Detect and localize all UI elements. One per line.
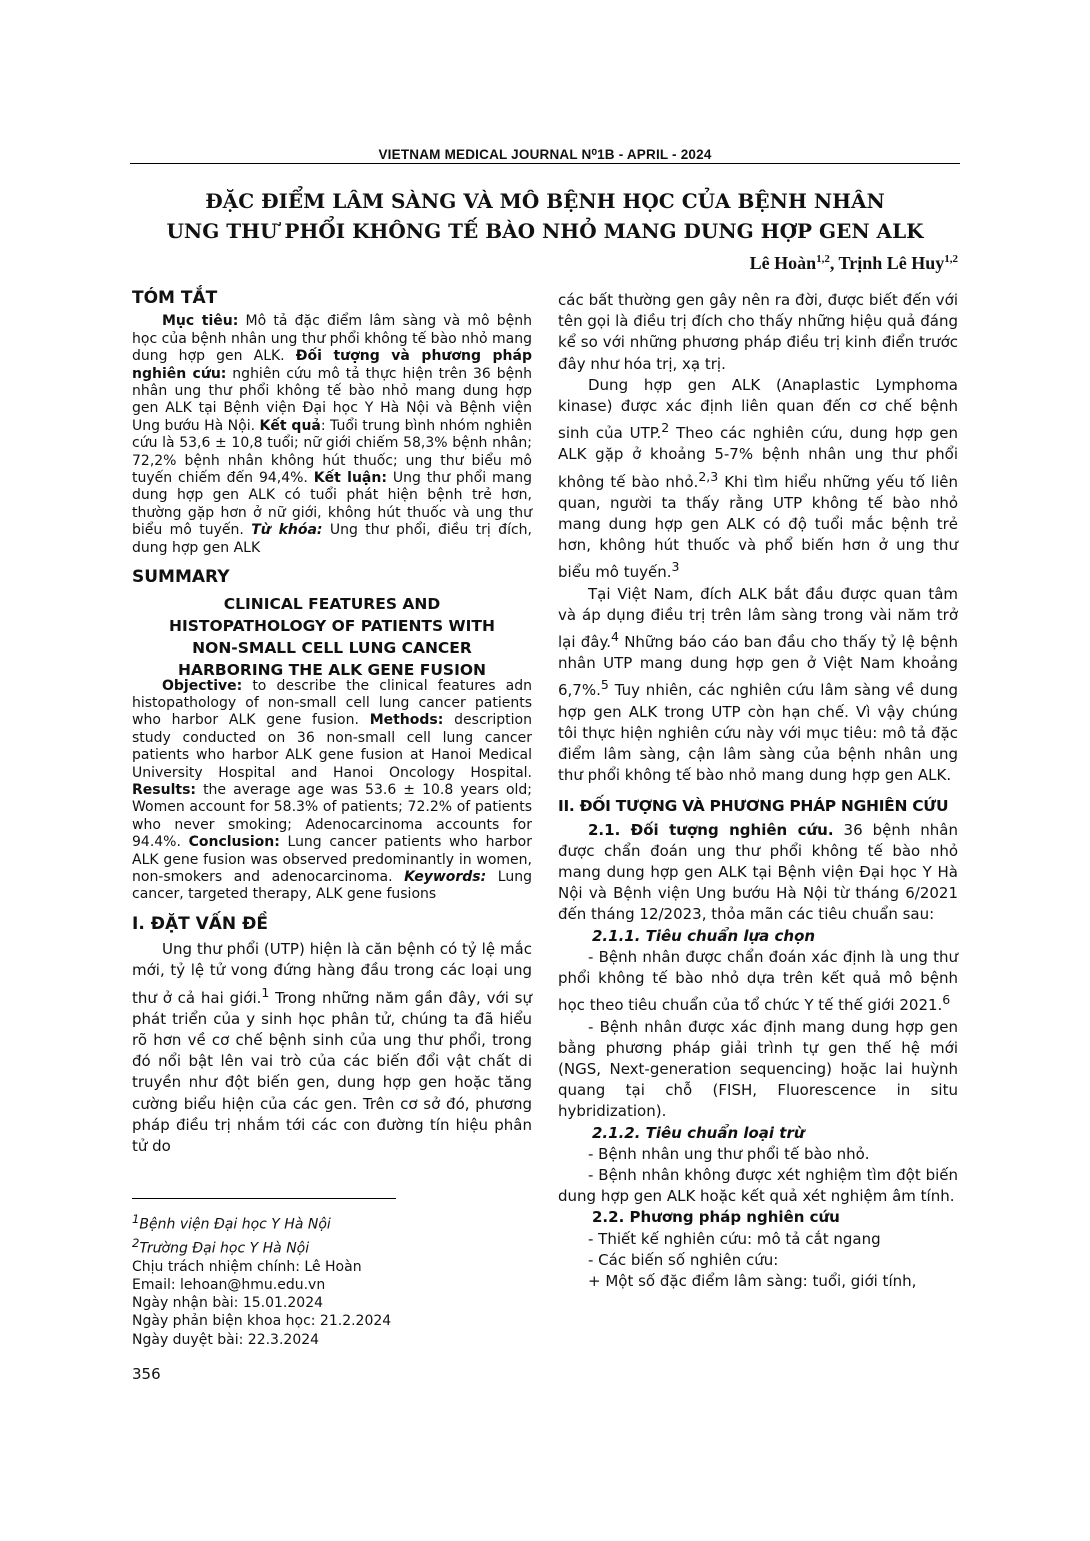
title-line-1: ĐẶC ĐIỂM LÂM SÀNG VÀ MÔ BỆNH HỌC CỦA BỆNH NHÂN [205, 189, 885, 213]
author-1-affil: 1,2 [816, 253, 830, 265]
keywords-en-label: Keywords: [404, 868, 487, 885]
section-2-1-2-heading: 2.1.2. Tiêu chuẩn loại trừ [592, 1123, 805, 1142]
section-1-paragraph-2 [558, 375, 958, 584]
author-2-affil: 1,2 [944, 253, 958, 265]
affiliation-1-mark: 1 [132, 1212, 140, 1226]
keywords-vi: Ung thư phổi, điều trị đích, dung hợp gen ALK [132, 522, 532, 556]
journal-header: VIETNAM MEDICAL JOURNAL N⁰1B - APRIL - 2024 [378, 147, 712, 162]
s1-p2-part-b: Theo các nghiên cứu, dung hợp gen ALK gặp ở khoảng 5-7% bệnh nhân ung thư phổi không tế bào nhỏ. [558, 424, 958, 491]
method-item-2: - Các biến số nghiên cứu: [588, 1250, 779, 1269]
section-1-paragraph-1-cont: các bất thường gen gây nên ra đời, được biết đến với tên gọi là điều trị đích cho thấy những hiệu quả đáng kể so với những phương pháp điều trị kinh điển trước đây như hóa trị, xạ trị. [558, 291, 958, 373]
affiliation-2-text: Trường Đại học Y Hà Nội [139, 1240, 310, 1257]
summary-title-line-2: HISTOPATHOLOGY OF PATIENTS WITH [169, 616, 495, 635]
inclusion-criterion-2: - Bệnh nhân được xác định mang dung hợp gen bằng phương pháp giải trình tự gen thế hệ mới (NGS, Next-generation sequencing) hoặc lai huỳnh quang tại chỗ (FISH, Fluorescence in situ hybridization). [558, 1017, 958, 1121]
title-line-2: UNG THƯ PHỔI KHÔNG TẾ BÀO NHỎ MANG DUNG HỢP GEN ALK [166, 219, 924, 243]
citation: 2 [661, 420, 670, 436]
methods-vi: nghiên cứu mô tả thực hiện trên 36 bệnh nhân ung thư phổi không tế bào nhỏ mang dung hợp gen ALK tại Bệnh viện Đại học Y Hà Nội và Bệnh viện Ung bướu Hà Nội. [132, 365, 532, 434]
s1-p3-part-b: Những báo cáo ban đầu cho thấy tỷ lệ bệnh nhân UTP mang dung hợp gen ở Việt Nam khoảng 6,7%. [558, 633, 958, 700]
methods-en-label: Methods: [369, 712, 444, 729]
method-item-3: + Một số đặc điểm lâm sàng: tuổi, giới tính, [588, 1271, 917, 1290]
summary-heading: SUMMARY [132, 567, 230, 588]
citation: 4 [611, 629, 619, 645]
section-2-1-paragraph [558, 820, 958, 926]
results-vi-label: Kết quả [259, 417, 321, 434]
results-en-label: Results: [132, 781, 196, 798]
exclusion-criterion-1: - Bệnh nhân ung thư phổi tế bào nhỏ. [588, 1144, 870, 1163]
affiliation-2-mark: 2 [132, 1235, 140, 1250]
section-2-1-1-heading: 2.1.1. Tiêu chuẩn lựa chọn [592, 926, 816, 945]
objective-vi-label: Mục tiêu: [162, 313, 239, 330]
abstract-vi-text [132, 313, 532, 557]
conclusion-vi: Ung thư phổi mang dung hợp gen ALK có tuổi phát hiện bệnh trẻ hơn, thường gặp hơn ở nữ giới, không hút thuốc và ung thư biểu mô tuyến. [132, 470, 532, 539]
conclusion-en-label: Conclusion: [188, 834, 280, 851]
contact-email: Email: lehoan@hmu.edu.vn [132, 1276, 326, 1293]
exclusion-criterion-2: - Bệnh nhân không được xét nghiệm tìm đột biến dung hợp gen ALK hoặc kết quả xét nghiệm âm tính. [558, 1165, 958, 1206]
objective-en-label: Objective: [162, 677, 243, 694]
footnote-rule [132, 1198, 396, 1199]
left-column [132, 290, 532, 1157]
received-date: Ngày nhận bài: 15.01.2024 [132, 1295, 324, 1312]
s1-p3-part-c: Tuy nhiên, các nghiên cứu lâm sàng về dung hợp gen ALK trong UTP còn hạn chế. Vì vậy chúng tôi thực hiện nghiên cứu này với mục tiêu: mô tả đặc điểm lâm sàng, cận lâm sàng của bệnh nhân ung thư phổi không tế bào nhỏ mang dung hợp gen ALK. [558, 681, 958, 785]
inclusion-criterion-1 [558, 947, 958, 1017]
methods-vi-label: Đối tượng và phương pháp nghiên cứu: [132, 348, 532, 382]
s1-p2-part-c: Khi tìm hiểu những yếu tố liên quan, người ta thấy rằng UTP không tế bào nhỏ mang dung hợp gen ALK có độ tuổi mắc bệnh trẻ hơn, không hút thuốc và phổ biến hơn ở ung thư biểu mô tuyến. [558, 472, 958, 582]
methods-en: description study conducted on 36 non-small cell lung cancer patients who harbor ALK gene fusion at Hanoi Medical University Hospital and Hanoi Oncology Hospital. [132, 712, 532, 781]
section-1-heading: I. ĐẶT VẤN ĐỀ [132, 913, 268, 934]
s1-p2-part-a: Dung hợp gen ALK (Anaplastic Lymphoma kinase) được xác định liên quan đến cơ chế bệnh sinh của UTP. [558, 375, 958, 443]
citation: 6 [942, 992, 951, 1008]
section-2-1-text: 36 bệnh nhân được chẩn đoán ung thư phổi không tế bào nhỏ mang dung hợp gen ALK tại Bệnh viện Đại học Y Hà Nội và Bệnh viện Ung bướu Hà Nội từ tháng 6/2021 đến tháng 12/2023, thỏa mãn các tiêu chuẩn sau: [558, 820, 959, 924]
citation: 1 [261, 984, 270, 1000]
abstract-en-text [132, 678, 532, 904]
accepted-date: Ngày duyệt bài: 22.3.2024 [132, 1331, 320, 1348]
reviewed-date: Ngày phản biện khoa học: 21.2.2024 [132, 1313, 392, 1330]
citation: 2,3 [698, 468, 719, 484]
citation: 3 [671, 559, 680, 575]
section-2-heading: II. ĐỐI TƯỢNG VÀ PHƯƠNG PHÁP NGHIÊN CỨU [558, 797, 949, 816]
author-separator: , [829, 253, 839, 273]
results-vi: : Tuổi trung bình nhóm nghiên cứu là 53,6 ± 10,8 tuổi; nữ giới chiếm 58,3% bệnh nhân; 72,2% bệnh nhân không hút thuốc; ung thư biểu mô tuyến chiếm đến 94,4%. [132, 417, 532, 487]
results-en: the average age was 53.6 ± 10.8 years old; Women account for 58.3% of patients; 72.2% of patients who never smoking; Adenocarcinoma accounts for 94.4%. [132, 781, 532, 851]
summary-title-line-4: HARBORING THE ALK GENE FUSION [177, 660, 487, 679]
section-2-2-heading: 2.2. Phương pháp nghiên cứu [592, 1208, 840, 1227]
right-column [558, 290, 958, 1292]
conclusion-vi-label: Kết luận: [313, 470, 387, 487]
section-1-paragraph-3 [558, 584, 958, 787]
footnotes [132, 1210, 391, 1349]
author-2: Trịnh Lê Huy [838, 253, 945, 273]
responsible-author: Chịu trách nhiệm chính: Lê Hoàn [132, 1258, 362, 1275]
section-2-1-label: 2.1. Đối tượng nghiên cứu. [588, 820, 834, 839]
objective-vi: Mô tả đặc điểm lâm sàng và mô bệnh học của bệnh nhân ung thư phổi không tế bào nhỏ mang dung hợp gen ALK. [132, 313, 532, 365]
inclusion-1-text: - Bệnh nhân được chẩn đoán xác định là ung thư phổi không tế bào nhỏ dựa trên kết quả mô bệnh học theo tiêu chuẩn của tổ chức Y tế thế giới 2021. [558, 947, 958, 1015]
keywords-en: Lung cancer, targeted therapy, ALK gene fusions [132, 868, 532, 903]
section-1-paragraph-1 [132, 939, 532, 1157]
affiliation-2 [132, 1234, 391, 1258]
header-rule [130, 163, 960, 164]
affiliation-1-text: Bệnh viện Đại học Y Hà Nội [139, 1216, 331, 1233]
method-item-1: - Thiết kế nghiên cứu: mô tả cắt ngang [588, 1229, 881, 1248]
page-number: 356 [132, 1365, 161, 1383]
keywords-vi-label: Từ khóa: [251, 522, 323, 539]
citation: 5 [600, 677, 609, 693]
s1-p1-part-a: Ung thư phổi (UTP) hiện là căn bệnh có tỷ lệ mắc mới, tỷ lệ tử vong đứng hàng đầu trong các loại ung thư ở cả hai giới. [132, 940, 532, 1007]
s1-p1-part-b: Trong những năm gần đây, với sự phát triển của y sinh học phân tử, chúng ta đã hiểu rõ hơn về cơ chế bệnh sinh của ung thư phổi, trong đó nổi bật lên vai trò của các biến đổi vật chất di truyền như đột biến gen, dung hợp gen hoặc tăng cường biểu hiện của các gen. Trên cơ sở đó, phương pháp điều trị nhắm tới các con đường tín hiệu phân tử do [132, 988, 532, 1156]
affiliation-1 [132, 1210, 391, 1234]
conclusion-en: Lung cancer patients who harbor ALK gene fusion was observed predominantly in women, non-smokers and adenocarcinoma. [132, 834, 532, 885]
author-list [750, 253, 958, 274]
author-1: Lê Hoàn [749, 253, 817, 273]
s1-p3-part-a: Tại Việt Nam, đích ALK bắt đầu được quan tâm và áp dụng điều trị trên lâm sàng trong vài năm trở lại đây. [558, 584, 958, 652]
objective-en: to describe the clinical features adn histopathology of non-small cell lung cancer patients who harbor ALK gene fusion. [132, 677, 532, 729]
summary-title-line-1: CLINICAL FEATURES AND [223, 594, 441, 613]
abstract-vi-heading: TÓM TẮT [132, 288, 218, 308]
article-title [130, 186, 960, 246]
summary-title [132, 593, 532, 681]
summary-title-line-3: NON-SMALL CELL LUNG CANCER [192, 638, 472, 657]
